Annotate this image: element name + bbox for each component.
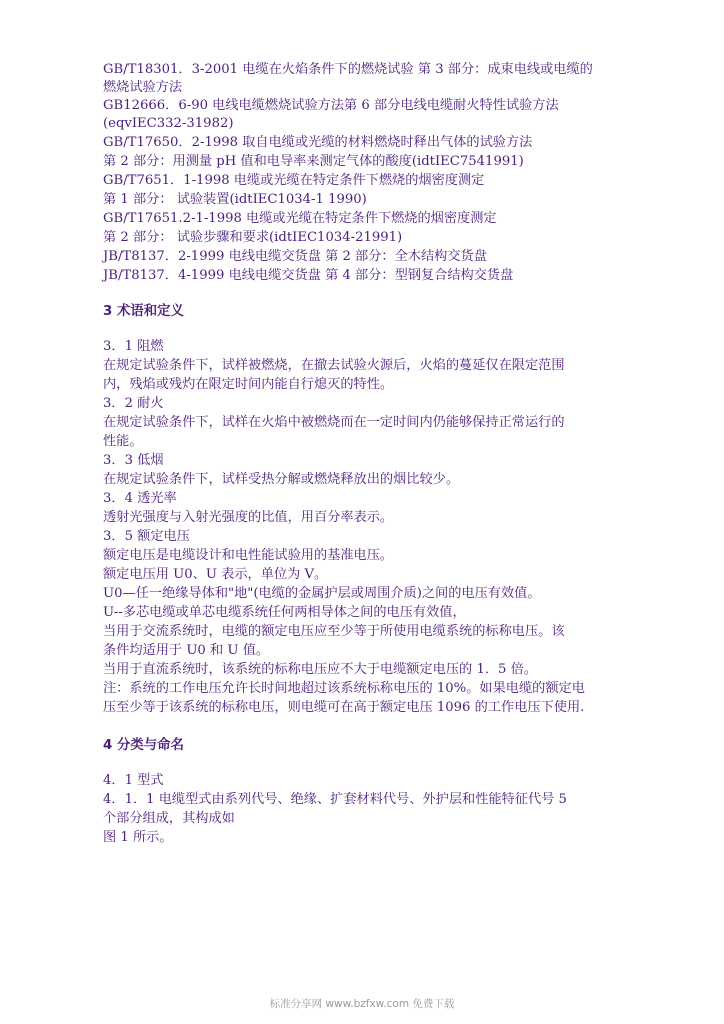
term-title: 3．3 低烟 bbox=[103, 453, 164, 468]
standard-line: 第 2 部分： 试验步骤和要求(idtIEC1034-21991) bbox=[103, 230, 403, 245]
section-3-heading: 3 术语和定义 bbox=[103, 304, 184, 319]
term-title: 3．1 阻燃 bbox=[103, 339, 164, 354]
standard-line: GB/T7651．1-1998 电缆或光缆在特定条件下燃烧的烟密度测定 bbox=[103, 173, 485, 188]
paragraph-line: 在规定试验条件下，试样受热分解或燃烧释放出的烟比较少。 bbox=[103, 472, 460, 487]
standard-line: GB/T17650．2-1998 取自电缆或光缆的材料燃烧时释出气体的试验方法 bbox=[103, 135, 533, 150]
note-line: 压至少等于该系统的标称电压，则电缆可在高于额定电压 1096 的工作电压下使用. bbox=[103, 700, 585, 715]
paragraph-line: U0—任一绝缘导体和"地"(电缆的金属护层或周围介质)之间的电压有效值。 bbox=[103, 586, 541, 601]
paragraph-line: 在规定试验条件下，试样在火焰中被燃烧而在一定时间内仍能够保持正常运行的 bbox=[103, 415, 565, 430]
paragraph-line: 额定电压用 U0、U 表示，单位为 V。 bbox=[103, 567, 328, 582]
standard-line: 第 2 部分：用测量 pH 值和电导率来测定气体的酸度(idtIEC7541991) bbox=[103, 154, 524, 169]
standard-line: GB/T18301．3-2001 电缆在火焰条件下的燃烧试验 第 3 部分：成束电线或电缆的 bbox=[103, 62, 593, 77]
paragraph-line: 4．1．1 电缆型式由系列代号、绝缘、扩套材料代号、外护层和性能特征代号 5 bbox=[103, 792, 567, 807]
paragraph-line: 额定电压是电缆设计和电性能试验用的基准电压。 bbox=[103, 548, 394, 563]
standard-line: 第 1 部分： 试验装置(idtIEC1034-1 1990) bbox=[103, 192, 367, 207]
term-title: 4．1 型式 bbox=[103, 773, 164, 788]
term-title: 3．4 透光率 bbox=[103, 491, 177, 506]
standard-line: (eqvIEC332-31982) bbox=[103, 116, 234, 131]
term-title: 3．5 额定电压 bbox=[103, 529, 190, 544]
paragraph-line: 当用于直流系统时，该系统的标称电压应不大于电缆额定电压的 1．5 倍。 bbox=[103, 662, 537, 677]
note-line: 注：系统的工作电压允许长时间地超过该系统标称电压的 10%。如果电缆的额定电 bbox=[103, 681, 585, 696]
section-4-heading: 4 分类与命名 bbox=[103, 738, 184, 753]
standard-line: GB12666．6-90 电线电缆燃烧试验方法第 6 部分电线电缆耐火特性试验方法 bbox=[103, 98, 559, 113]
standard-line: 燃烧试验方法 bbox=[103, 80, 183, 95]
paragraph-line: 个部分组成，其构成如 bbox=[103, 811, 235, 826]
paragraph-line: 透射光强度与入射光强度的比值，用百分率表示。 bbox=[103, 510, 394, 525]
paragraph-line: U--多芯电缆或单芯电缆系统任何两相导体之间的电压有效值， bbox=[103, 605, 466, 620]
paragraph-line: 性能。 bbox=[103, 434, 143, 449]
footer-watermark: 标准分享网 www.bzfxw.com 免费下载 bbox=[269, 998, 455, 1010]
paragraph-line: 图 1 所示。 bbox=[103, 830, 173, 845]
paragraph-line: 条件均适用于 U0 和 U 值。 bbox=[103, 643, 270, 658]
standard-line: GB/T17651.2-1-1998 电缆或光缆在特定条件下燃烧的烟密度测定 bbox=[103, 211, 497, 226]
paragraph-line: 当用于交流系统时，电缆的额定电压应至少等于所使用电缆系统的标称电压。该 bbox=[103, 624, 565, 639]
term-title: 3．2 耐火 bbox=[103, 396, 164, 411]
paragraph-line: 内，残焰或残灼在限定时间内能自行熄灭的特性。 bbox=[103, 377, 394, 392]
paragraph-line: 在规定试验条件下，试样被燃烧，在撤去试验火源后，火焰的蔓延仅在限定范围 bbox=[103, 358, 565, 373]
standard-line: JB/T8137．4-1999 电线电缆交货盘 第 4 部分：型钢复合结构交货盘 bbox=[103, 268, 514, 283]
standard-line: JB/T8137．2-1999 电线电缆交货盘 第 2 部分：全木结构交货盘 bbox=[103, 249, 487, 264]
